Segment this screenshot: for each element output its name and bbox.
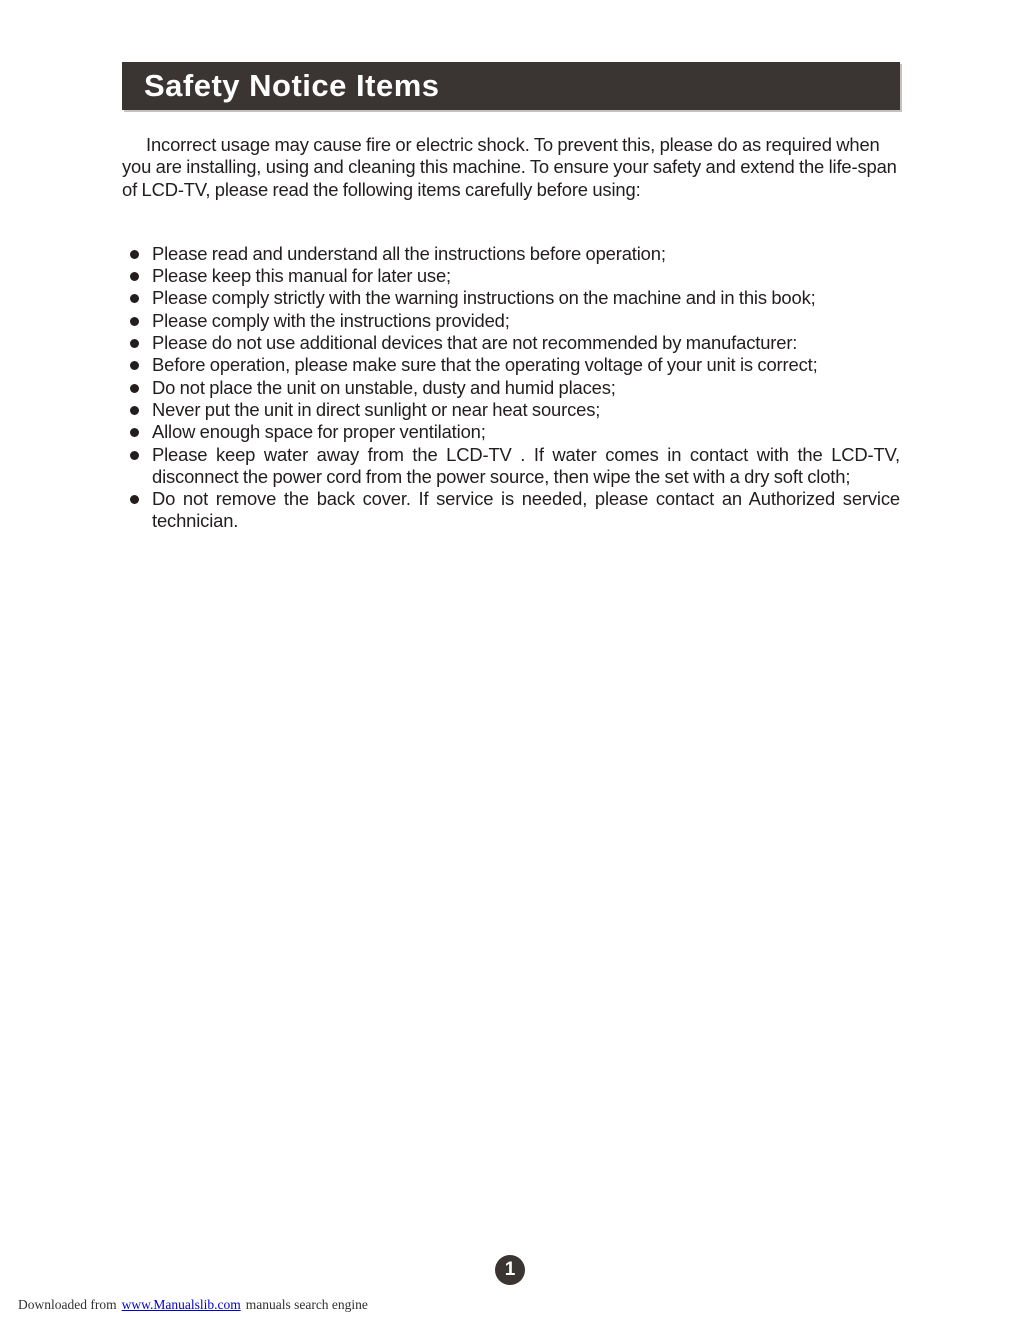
safety-item-text: Please read and understand all the instructions before operation; [152,242,666,264]
safety-item-text: Please do not use additional devices that are not recommended by manufacturer: [152,332,798,354]
list-item [122,444,900,489]
manualslib-link[interactable]: www.Manualslib.com [121,1297,241,1312]
bullet-icon [130,272,139,281]
safety-item-text: Please keep water away from the LCD-TV . If water comes in contact with the LCD-TV, disconnect the power cord from the power source, then wipe the set with a dry soft cloth; [152,443,900,487]
bullet-icon [130,294,139,303]
footer-suffix: manuals search engine [245,1297,368,1312]
list-item [122,377,900,399]
safety-item-text: Please comply with the instructions provided; [152,309,510,331]
safety-item-text: Never put the unit in direct sunlight or near heat sources; [152,398,601,420]
list-item [122,265,900,287]
bullet-icon [130,317,139,326]
page-title: Safety Notice Items [144,68,440,103]
intro-paragraph: Incorrect usage may cause fire or electric shock. To prevent this, please do as required when you are installing, using and cleaning this machine. To ensure your safety and extend the life-span of LCD-TV, please read the following items carefully before using: [122,134,897,200]
safety-item-text: Do not remove the back cover. If service is needed, please contact an Authorized service technician. [152,488,900,532]
manual-page [122,0,900,533]
bullet-icon [130,384,139,393]
footer [18,1297,368,1313]
safety-item-text: Do not place the unit on unstable, dusty and humid places; [152,376,616,398]
list-item [122,332,900,354]
bullet-icon [130,361,139,370]
safety-item-text: Please comply strictly with the warning instructions on the machine and in this book; [152,287,816,309]
safety-item-text: Please keep this manual for later use; [152,265,452,287]
footer-prefix: Downloaded from [18,1297,117,1312]
list-item [122,310,900,332]
list-item [122,421,900,443]
list-item [122,488,900,533]
safety-item-text: Allow enough space for proper ventilation; [152,421,486,443]
bullet-icon [130,250,139,259]
list-item [122,354,900,376]
section-header-bar [122,62,900,110]
bullet-icon [130,406,139,415]
safety-instructions-list [122,243,900,533]
bullet-icon [130,495,139,504]
bullet-icon [130,428,139,437]
list-item [122,243,900,265]
list-item [122,287,900,309]
bullet-icon [130,451,139,460]
bullet-icon [130,339,139,348]
list-item [122,399,900,421]
safety-item-text: Before operation, please make sure that the operating voltage of your unit is correct; [152,354,818,376]
page-number-badge [495,1255,525,1285]
page-number: 1 [504,1259,516,1280]
